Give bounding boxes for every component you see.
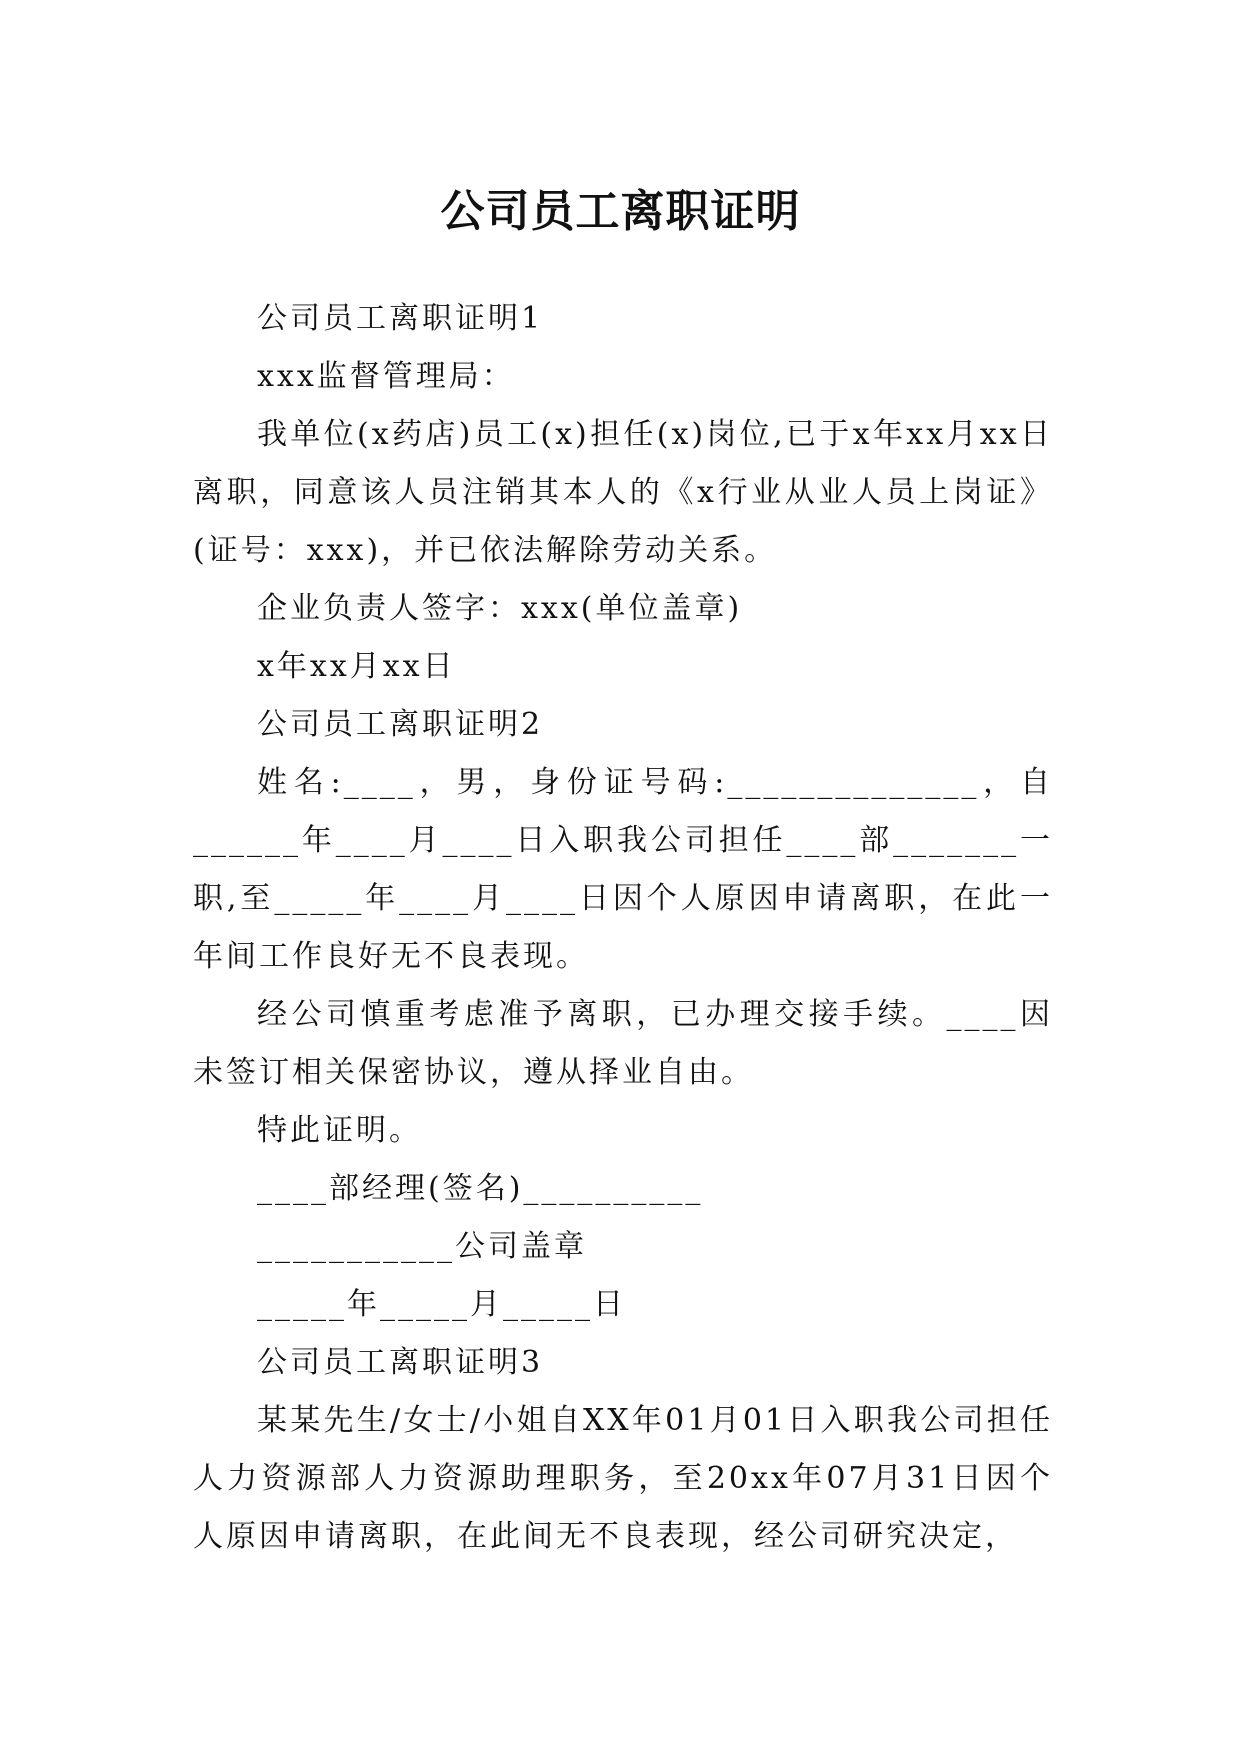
certificate-1-body: 我单位(x药店)员工(x)担任(x)岗位,已于x年xx月xx日离职，同意该人员注销其本人的《x行业从业人员上岗证》(证号：xxx)，并已依法解除劳动关系。	[193, 417, 1053, 568]
certificate-2-body: 姓名:____，男，身份证号码:______________，自______年____月____日入职我公司担任____部_______一职,至_____年____月____日因个人原因申请离职，在此一年间工作良好无不良表现。	[193, 765, 1053, 974]
certificate-2-heading: 公司员工离职证明2	[257, 707, 544, 742]
company-seal-line: ___________公司盖章	[257, 1229, 587, 1264]
addressee-line: xxx监督管理局：	[257, 359, 515, 394]
certification-statement: 特此证明。	[257, 1113, 422, 1148]
signature-line: 企业负责人签字：xxx(单位盖章)	[257, 591, 743, 626]
date-line-1: x年xx月xx日	[257, 649, 456, 684]
document-body	[193, 290, 1053, 1566]
date-line-2: _____年_____月_____日	[257, 1287, 626, 1322]
document-title: 公司员工离职证明	[440, 186, 801, 238]
manager-signature-line: ____部经理(签名)__________	[257, 1171, 704, 1206]
certificate-1-heading: 公司员工离职证明1	[257, 301, 544, 336]
certificate-2-approval: 经公司慎重考虑准予离职，已办理交接手续。____因未签订相关保密协议，遵从择业自由。	[193, 997, 1053, 1090]
certificate-3-body: 某某先生/女士/小姐自XX年01月01日入职我公司担任人力资源部人力资源助理职务，至20xx年07月31日因个人原因申请离职，在此间无不良表现，经公司研究决定，	[193, 1403, 1053, 1554]
certificate-3-heading: 公司员工离职证明3	[257, 1345, 544, 1380]
